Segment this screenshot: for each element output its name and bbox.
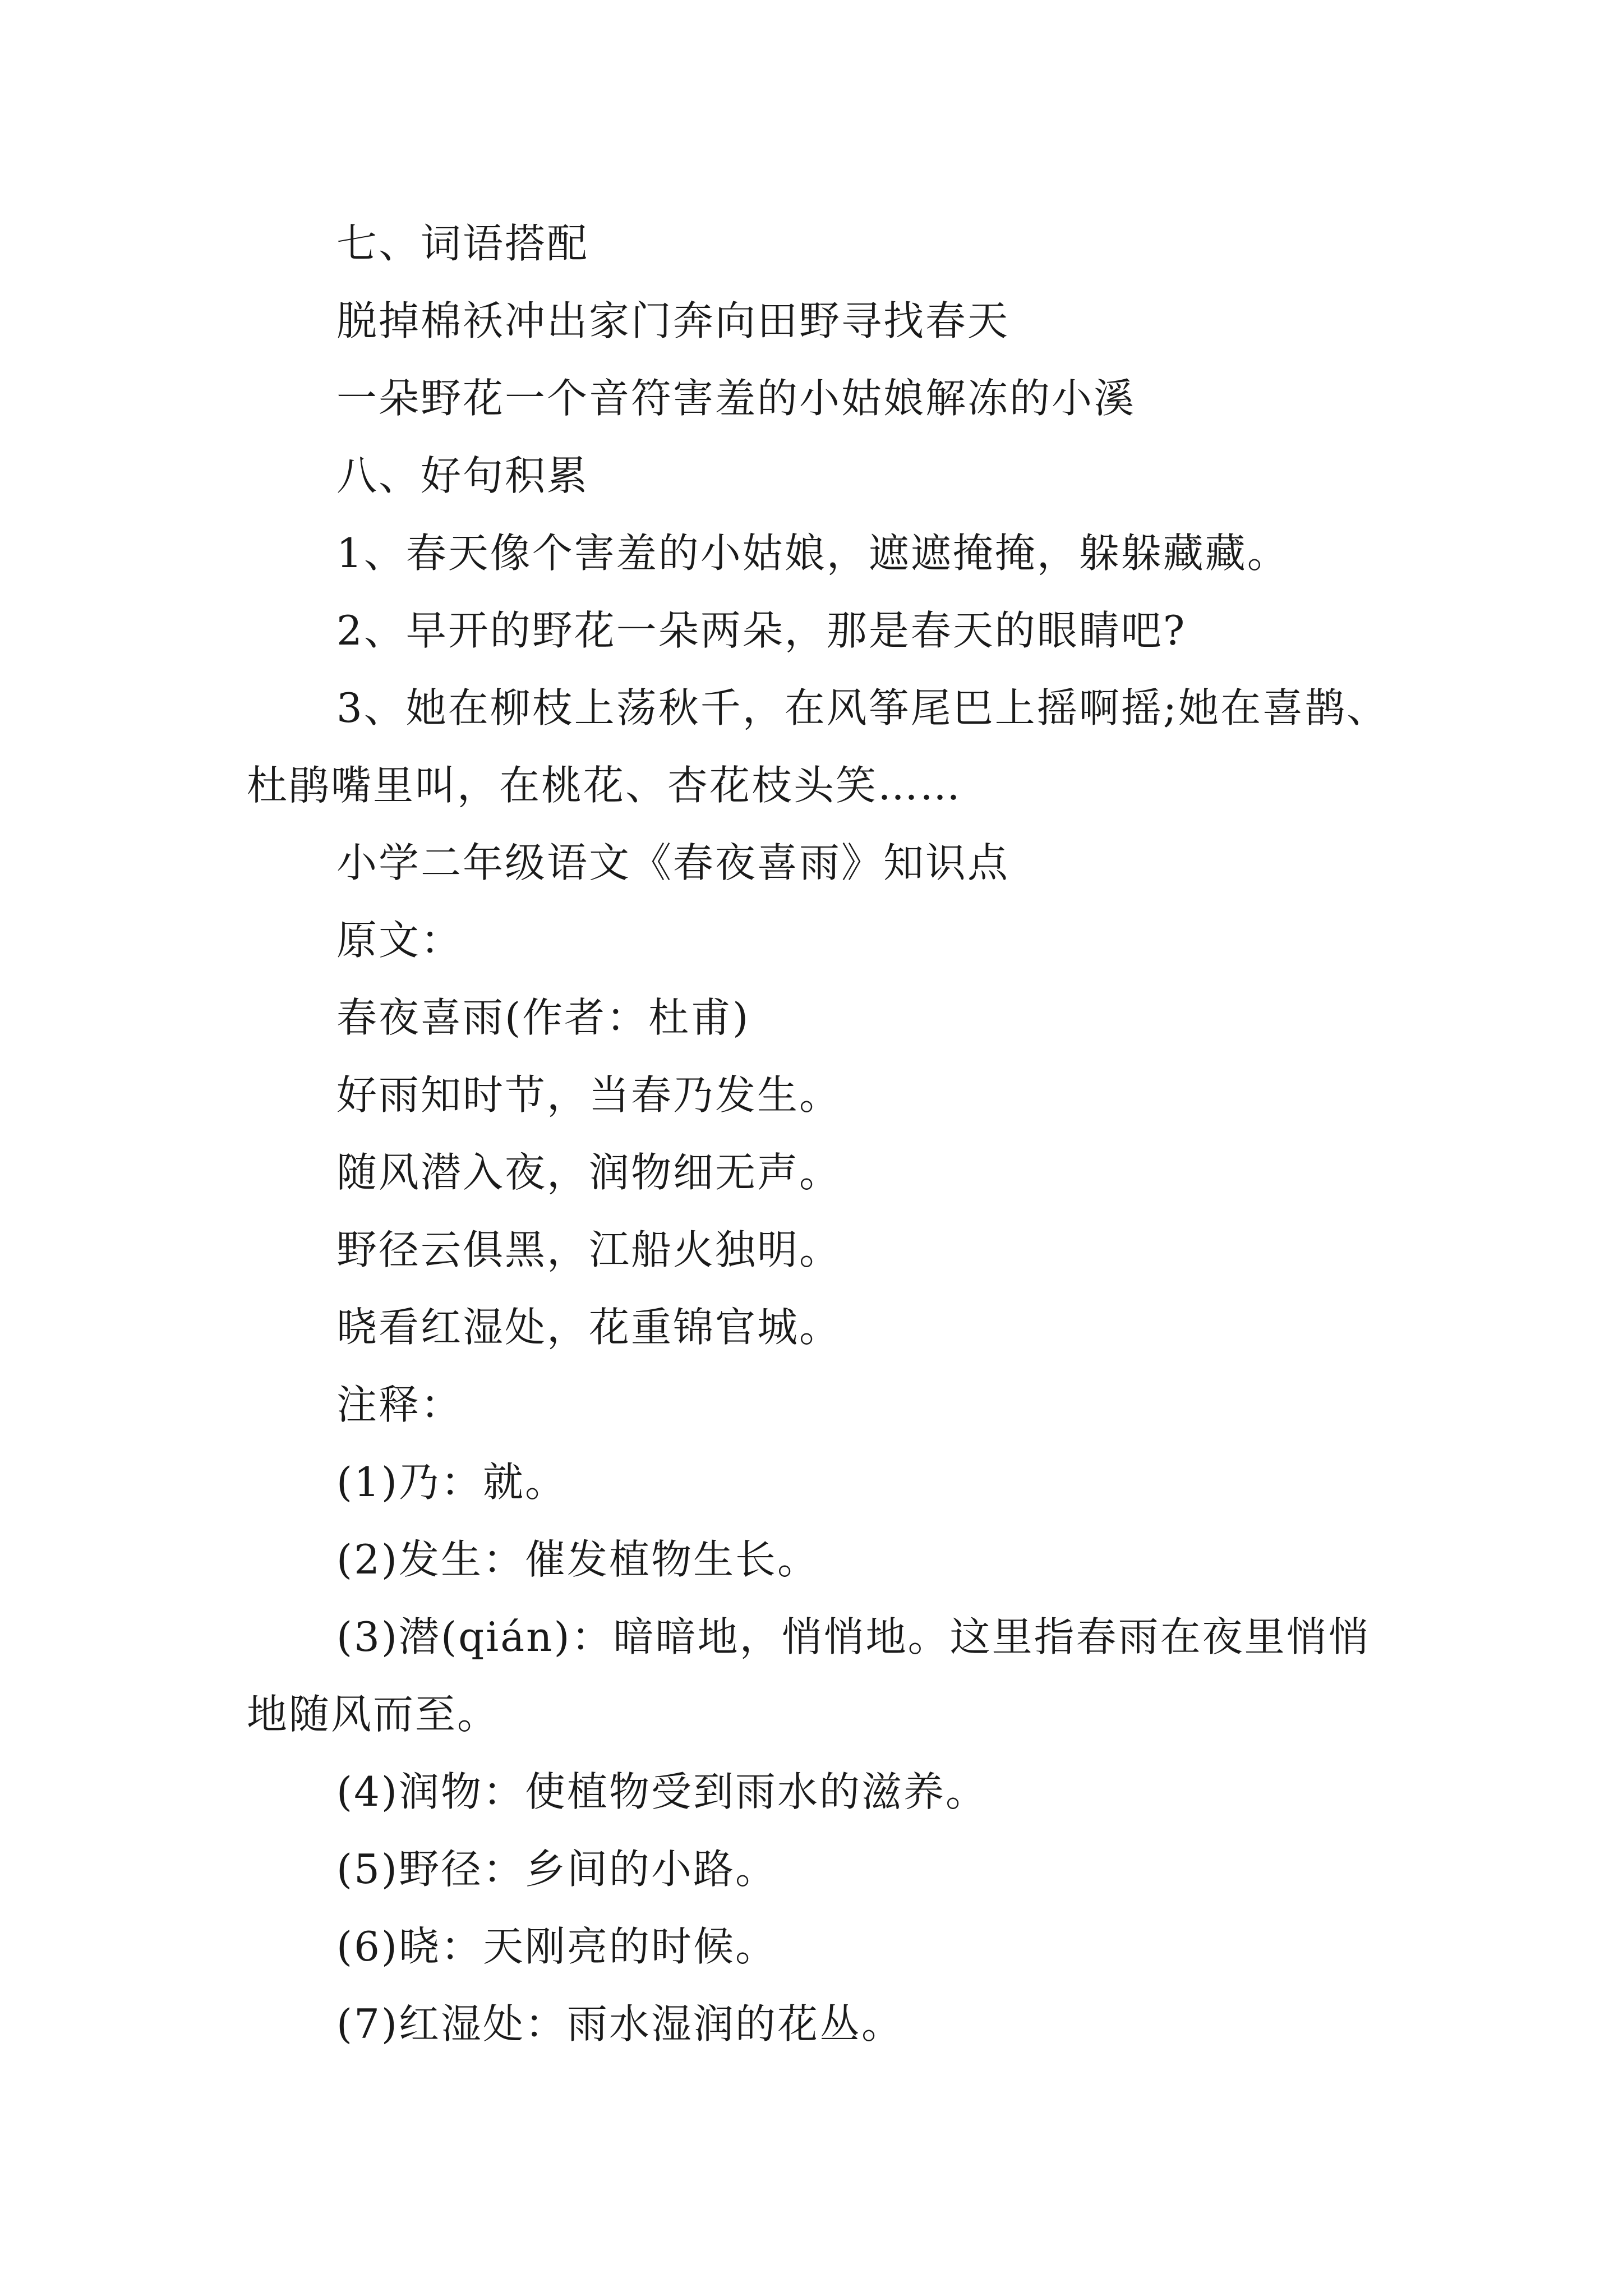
word-matching-line-2: 一朵野花一个音符害羞的小姑娘解冻的小溪 (336, 375, 1136, 422)
notes-label: 注释： (336, 1381, 463, 1428)
poem-line-2: 随风潜入夜，润物细无声。 (336, 1149, 842, 1196)
note-7: (7)红湿处：雨水湿润的花丛。 (336, 2000, 903, 2047)
section-heading-word-matching: 七、词语搭配 (336, 220, 589, 267)
section-heading-good-sentences: 八、好句积累 (336, 452, 589, 499)
note-5: (5)野径：乡间的小路。 (336, 1846, 777, 1893)
note-2: (2)发生：催发植物生长。 (336, 1536, 819, 1583)
note-1: (1)乃：就。 (336, 1458, 567, 1506)
note-3: (3)潜(qián)：暗暗地，悄悄地。这里指春雨在夜里悄悄地随风而至。 (247, 1613, 1371, 1738)
word-matching-line-1: 脱掉棉袄冲出家门奔向田野寻找春天 (336, 297, 1010, 344)
lesson-title: 小学二年级语文《春夜喜雨》知识点 (336, 839, 1010, 886)
original-text-label: 原文： (336, 917, 463, 964)
good-sentence-3: 3、她在柳枝上荡秋千，在风筝尾巴上摇啊摇;她在喜鹊、杜鹃嘴里叫，在桃花、杏花枝头笑…… (247, 684, 1389, 809)
poem-title: 春夜喜雨(作者：杜甫) (336, 994, 750, 1041)
note-6: (6)晓：天刚亮的时候。 (336, 1923, 777, 1970)
poem-line-4: 晓看红湿处，花重锦官城。 (336, 1304, 842, 1351)
document-body (247, 205, 1408, 2063)
poem-line-3: 野径云俱黑，江船火独明。 (336, 1226, 842, 1273)
poem-line-1: 好雨知时节，当春乃发生。 (336, 1071, 842, 1119)
note-4: (4)润物：使植物受到雨水的滋养。 (336, 1768, 988, 1815)
good-sentence-1: 1、春天像个害羞的小姑娘，遮遮掩掩，躲躲藏藏。 (336, 530, 1289, 577)
good-sentence-2: 2、早开的野花一朵两朵，那是春天的眼睛吧? (336, 607, 1187, 654)
